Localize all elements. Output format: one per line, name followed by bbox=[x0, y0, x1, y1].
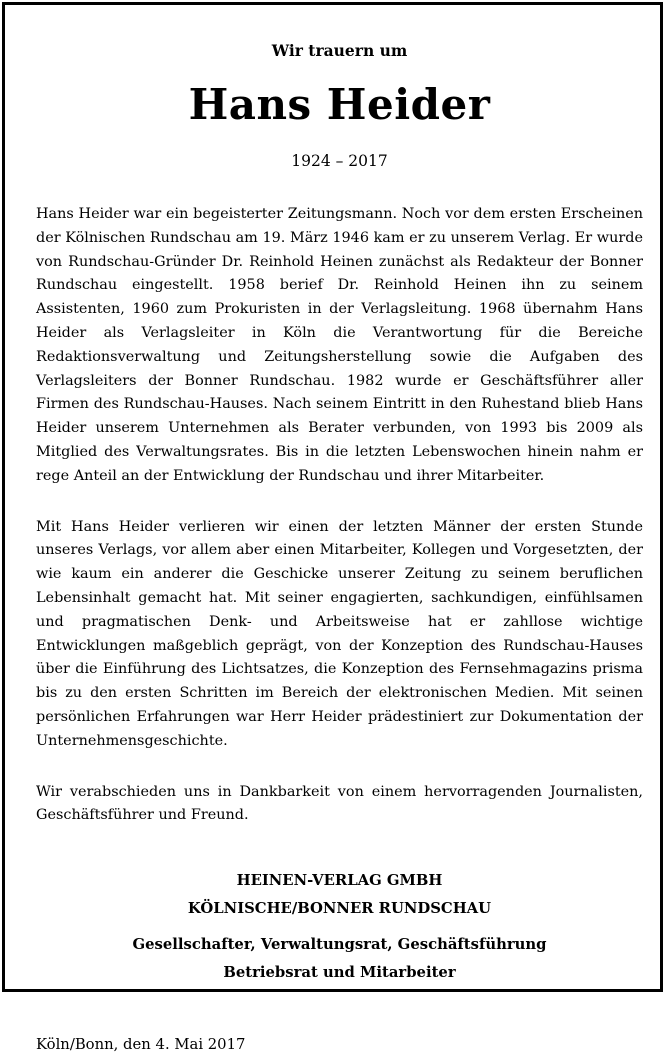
life-dates: 1924 – 2017 bbox=[291, 152, 388, 170]
obituary-content bbox=[36, 41, 643, 1055]
place-and-date: Köln/Bonn, den 4. Mai 2017 bbox=[36, 1036, 246, 1054]
obituary-frame bbox=[2, 2, 663, 1054]
signer-staff: Betriebsrat und Mitarbeiter bbox=[223, 964, 456, 982]
signer-newspaper: KÖLNISCHE/BONNER RUNDSCHAU bbox=[187, 900, 492, 918]
paragraph-career: Hans Heider war ein begeisterter Zeitungsmann. Noch vor dem ersten Erscheinen der Kölnischen Rundschau am 19. März 1946 kam er zu unserem Verlag. Er wurde von Rundschau-Gründer Dr. Reinhold Heinen zunächst als Redakteur der Bonner Rundschau eingestellt. 1958 berief Dr. Reinhold Heinen ihn zu seinem Assistenten, 1960 zum Prokuristen in der Verlagsleitung. 1968 übernahm Hans Heider als Verlagsleiter in Köln die Verantwortung für die Bereiche Redaktionsverwaltung und Zeitungsherstellung sowie die Aufgaben des Verlagsleiters der Bonner Rundschau. 1982 wurde er Geschäftsführer aller Firmen des Rundschau-Hauses. Nach seinem Eintritt in den Ruhestand blieb Hans Heider unserem Unternehmen als Berater verbunden, von 1993 bis 2009 als Mitglied des Verwaltungsrates. Bis in die letzten Lebenswochen hinein nahm er rege Anteil an der Entwicklung der Rundschau und ihrer Mitarbeiter. bbox=[36, 206, 643, 484]
paragraph-tribute: Mit Hans Heider verlieren wir einen der letzten Männer der ersten Stunde unseres Verlags, vor allem aber einen Mitarbeiter, Kollegen und Vorgesetzten, der wie kaum ein anderer die Geschicke unserer Zeitung zu seinem beruflichen Lebensinhalt gemacht hat. Mit seiner engagierten, sachkundigen, einfühlsamen und pragmatischen Denk- und Arbeitsweise hat er zahllose wichtige Entwicklungen maßgeblich geprägt, von der Konzeption des Rundschau-Hauses über die Einführung des Lichtsatzes, die Konzeption des Fernsehmagazins prisma bis zu den ersten Schritten im Bereich der elektronischen Medien. Mit seinen persönlichen Erfahrungen war Herr Heider prädestiniert zur Dokumentation der Unternehmensgeschichte. bbox=[36, 518, 643, 749]
intro-line: Wir trauern um bbox=[271, 41, 408, 60]
signer-management: Gesellschafter, Verwaltungsrat, Geschäftsführung bbox=[132, 936, 547, 954]
signer-publisher: HEINEN-VERLAG GMBH bbox=[236, 872, 443, 890]
deceased-name: Hans Heider bbox=[188, 80, 491, 129]
paragraph-farewell: Wir verabschieden uns in Dankbarkeit von einem hervorragenden Journalisten, Geschäftsführer und Freund. bbox=[36, 783, 643, 824]
signers-block bbox=[36, 867, 643, 987]
